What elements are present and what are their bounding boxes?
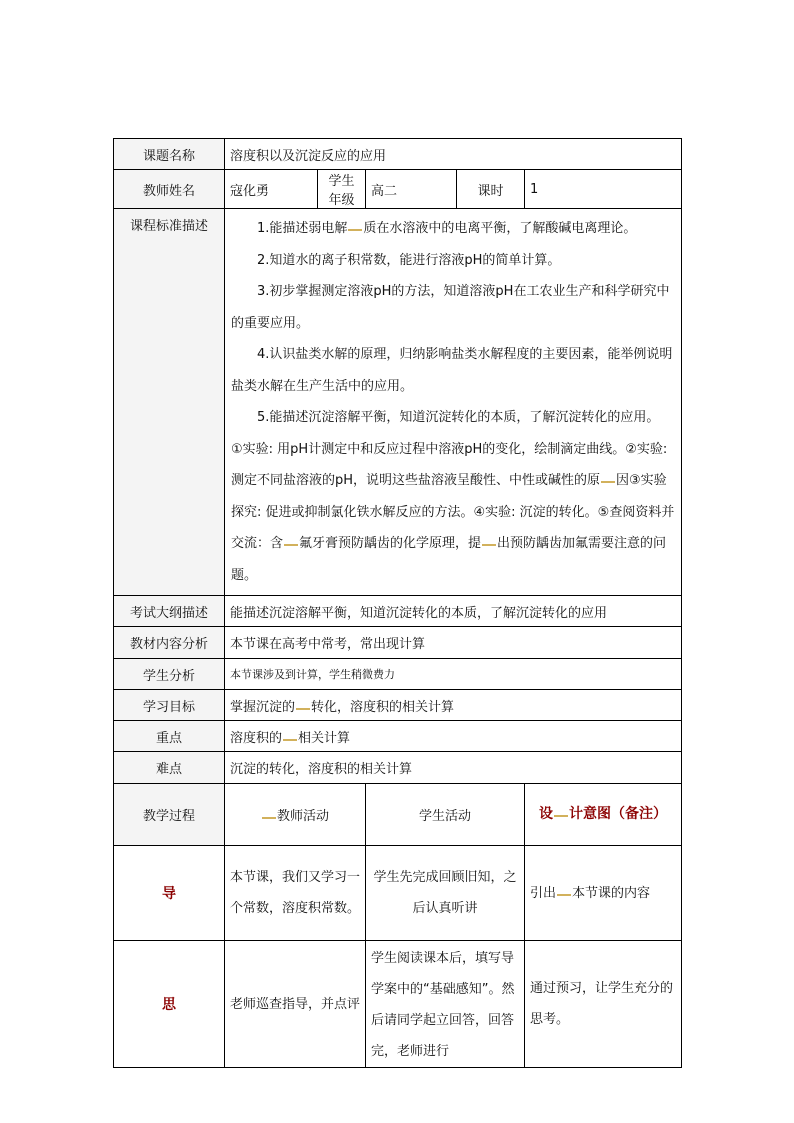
topic-value: 溶度积以及沉淀反应的应用: [225, 139, 682, 170]
stage-1-label: 导: [114, 846, 225, 941]
key-value: [225, 721, 682, 752]
teacher-label: 教师姓名: [114, 170, 225, 209]
student-activity-header: 学生活动: [366, 784, 525, 846]
stage-2-design: 通过预习，让学生充分的思考。: [525, 941, 682, 1068]
row-content: [114, 627, 682, 659]
underline-mark: [283, 739, 297, 741]
process-label: 教学过程: [114, 784, 225, 846]
row-key: [114, 721, 682, 752]
grade-value: 高二: [366, 170, 457, 209]
row-standard: [114, 209, 682, 596]
content-value: 本节课在高考中常考，常出现计算: [225, 627, 682, 659]
teacher-activity-header: [225, 784, 366, 846]
lesson-plan-table: [113, 138, 682, 1068]
underline-mark: [601, 481, 615, 483]
stage-1-teacher: 本节课，我们又学习一个常数，溶度积常数。: [225, 846, 366, 941]
exam-value: 能描述沉淀溶解平衡，知道沉淀转化的本质，了解沉淀转化的应用: [225, 596, 682, 627]
goal-a: 掌握沉淀的: [230, 699, 296, 715]
grade-label: 学生年级: [318, 170, 366, 209]
stage-2-teacher: 老师巡查指导，并点评: [225, 941, 366, 1068]
goal-label: 学习目标: [114, 690, 225, 721]
goal-b: 转化，溶度积的相关计算: [311, 699, 455, 715]
stage-1-design-b: 本节课的内容: [572, 885, 651, 901]
stage-1-student: 学生先完成回顾旧知，之后认真听讲: [366, 846, 525, 941]
design-intent-header: [525, 784, 682, 846]
standard-item-2: 2.知道水的离子积常数，能进行溶液pH的简单计算。: [257, 252, 561, 268]
difficulty-value: 沉淀的转化，溶度积的相关计算: [225, 752, 682, 784]
student-value: 本节课涉及到计算，学生稍微费力: [225, 659, 682, 690]
standard-item-3: 3.初步掌握测定溶液pH的方法，知道溶液pH在工农业生产和科学研究中的重要应用。: [231, 284, 670, 331]
row-exam: [114, 596, 682, 627]
row-difficulty: [114, 752, 682, 784]
design-a: 设: [539, 806, 554, 822]
student-label: 学生分析: [114, 659, 225, 690]
design-b: 计意图（备注）: [569, 806, 668, 822]
stage-1-design-a: 引出: [530, 885, 557, 901]
underline-mark: [284, 544, 298, 546]
key-b: 相关计算: [298, 730, 351, 746]
stage-2-student: 学生阅读课本后，填写导学案中的“基础感知”。然后请同学起立回答，回答完，老师进行: [366, 941, 525, 1068]
row-goal: [114, 690, 682, 721]
content-label: 教材内容分析: [114, 627, 225, 659]
experiments-2: 因③实验探究: 促进或抑制氯化铁水解反应的方法。④实验: 沉淀的转化。⑤查阅资料并交流：含: [231, 473, 675, 551]
standard-item-4: 4.认识盐类水解的原理，归纳影响盐类水解程度的主要因素，能举例说明盐类水解在生产生活中的应用。: [231, 347, 673, 394]
experiments-1: ①实验: 用pH计测定中和反应过程中溶液pH的变化，绘制滴定曲线。②实验: 测定不同盐溶液的pH，说明这些盐溶液呈酸性、中性或碱性的原: [231, 441, 668, 488]
key-a: 溶度积的: [230, 730, 283, 746]
hours-label: 课时: [457, 170, 525, 209]
standard-item-1: [231, 213, 675, 245]
teacher-activity-label: 教师活动: [276, 809, 329, 824]
stage-2-label: 思: [114, 941, 225, 1068]
teacher-value: 寇化勇: [225, 170, 318, 209]
standard-label: 课程标准描述: [114, 209, 225, 596]
exam-label: 考试大纲描述: [114, 596, 225, 627]
underline-mark: [554, 815, 568, 817]
row-topic: [114, 139, 682, 170]
standard-content: [225, 209, 682, 596]
hours-value: 1: [525, 170, 682, 209]
standard-experiments: [231, 434, 675, 592]
stage-1-design: [525, 846, 682, 941]
standard-item-1-a: 1.能描述弱电解: [257, 221, 348, 236]
row-student: [114, 659, 682, 690]
row-teacher: [114, 170, 682, 209]
topic-label: 课题名称: [114, 139, 225, 170]
underline-mark: [482, 544, 496, 546]
underline-mark: [557, 894, 571, 896]
key-label: 重点: [114, 721, 225, 752]
difficulty-label: 难点: [114, 752, 225, 784]
underline-mark: [348, 229, 362, 231]
goal-value: [225, 690, 682, 721]
standard-item-1-b: 质在水溶液中的电离平衡，了解酸碱电离理论。: [363, 221, 637, 236]
standard-item-5: 5.能描述沉淀溶解平衡，知道沉淀转化的本质，了解沉淀转化的应用。: [257, 410, 660, 425]
experiments-4: 出预防龋齿加氟需要注意的问题。: [231, 536, 667, 583]
underline-mark: [296, 708, 310, 710]
row-process-header: [114, 784, 682, 846]
row-stage-2: [114, 941, 682, 1068]
underline-mark: [262, 817, 276, 819]
experiments-3: 氟牙膏预防龋齿的化学原理，提: [299, 536, 482, 551]
row-stage-1: [114, 846, 682, 941]
